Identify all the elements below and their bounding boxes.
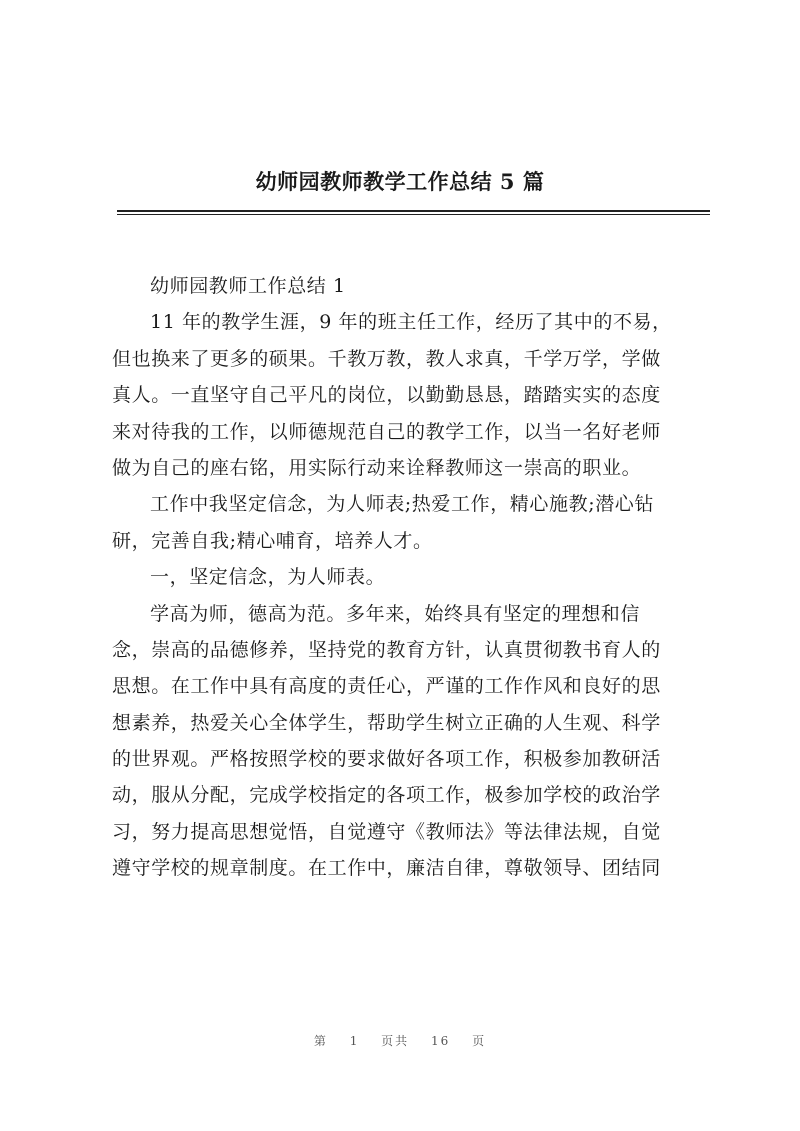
paragraph	[112, 596, 712, 887]
paragraph	[112, 304, 712, 486]
footer-mid: 页共	[381, 1034, 410, 1048]
paragraph-line: 思想。在工作中具有高度的责任心，严谨的工作作风和良好的思	[112, 675, 661, 698]
paragraph-line: 的世界观。严格按照学校的要求做好各项工作，积极参加教研活	[112, 748, 661, 771]
paragraph-line: 工作中我坚定信念，为人师表;热爱工作，精心施教;潜心钻	[150, 493, 655, 516]
section-heading: 幼师园教师工作总结 1	[150, 275, 346, 297]
paragraph-line: 习，努力提高思想觉悟，自觉遵守《教师法》等法律法规，自觉	[112, 820, 661, 843]
total-pages: 16	[431, 1034, 451, 1048]
paragraph-line: 做为自己的座右铭，用实际行动来诠释教师这一崇高的职业。	[112, 456, 642, 479]
paragraph-line: 遵守学校的规章制度。在工作中，廉洁自律，尊敬领导、团结同	[112, 857, 661, 880]
page-footer	[0, 1032, 800, 1049]
document-title: 幼师园教师教学工作总结 5 篇	[255, 169, 545, 194]
document-body	[112, 268, 712, 887]
paragraph-line: 想素养，热爱关心全体学生，帮助学生树立正确的人生观、科学	[112, 711, 661, 734]
paragraph-line: 但也换来了更多的硕果。千教万教，教人求真，千学万学，学做	[112, 347, 661, 370]
footer-prefix: 第	[313, 1034, 328, 1048]
paragraph-line: 11 年的教学生涯，9 年的班主任工作，经历了其中的不易，	[150, 311, 672, 334]
paragraph-line: 来对待我的工作，以师德规范自己的教学工作，以当一名好老师	[112, 420, 661, 443]
paragraph-line: 研，完善自我;精心哺育，培养人才。	[112, 529, 433, 552]
title-divider-thin	[117, 214, 710, 215]
paragraph-line: 念，崇高的品德修养，坚持党的教育方针，认真贯彻教书育人的	[112, 638, 661, 661]
title-divider	[117, 210, 710, 212]
paragraph	[112, 559, 712, 595]
page-number: 1	[349, 1034, 360, 1048]
paragraph-line: 动，服从分配，完成学校指定的各项工作，极参加学校的政治学	[112, 784, 661, 807]
paragraph-line: 学高为师，德高为范。多年来，始终具有坚定的理想和信	[150, 602, 641, 625]
footer-suffix: 页	[472, 1034, 487, 1048]
subsection-heading: 一，坚定信念，为人师表。	[150, 566, 386, 589]
paragraph-line: 真人。一直坚守自己平凡的岗位，以勤勤恳恳，踏踏实实的态度	[112, 384, 661, 407]
paragraph	[112, 486, 712, 559]
